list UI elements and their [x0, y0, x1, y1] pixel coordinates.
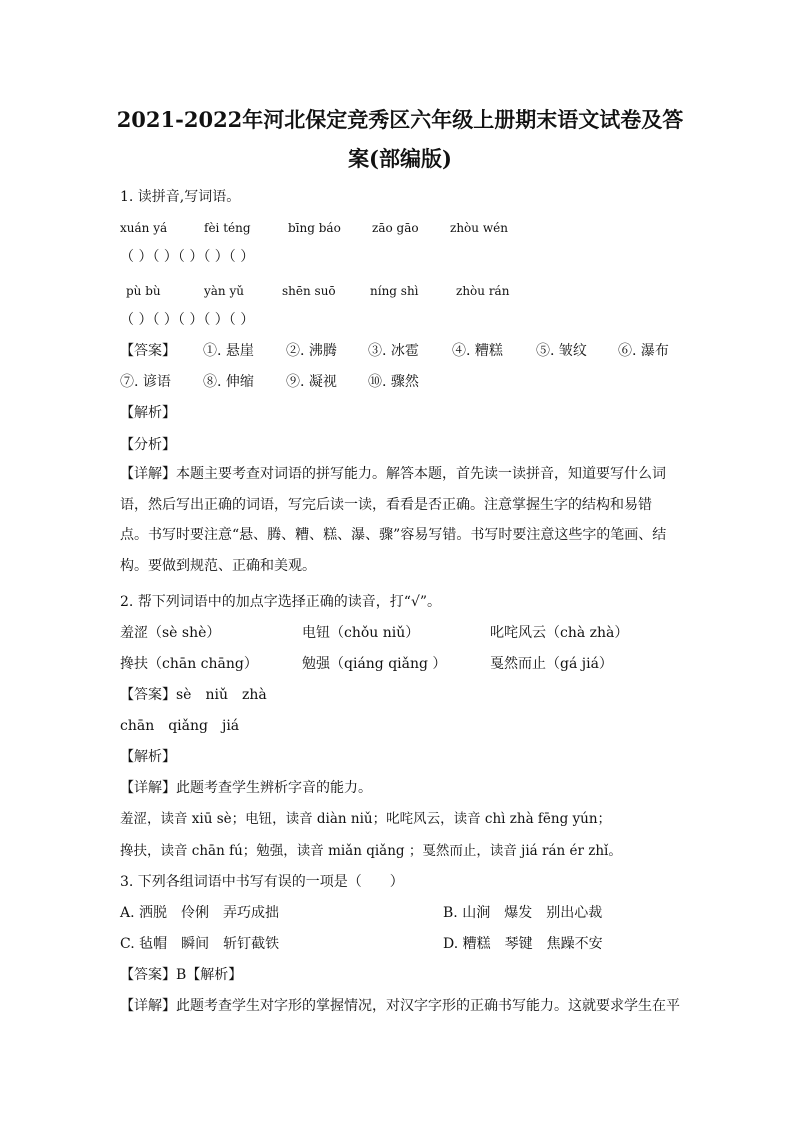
q2-item: 勉强（qiáng qiǎng ）	[302, 656, 447, 672]
q2-answer-line1: 【答案】sè niǔ zhà	[120, 687, 267, 703]
q2-jiexi-heading: 【解析】	[120, 749, 176, 765]
answer-item: ③. 冰雹	[368, 343, 419, 359]
pinyin-item: xuán yá	[120, 221, 168, 235]
answer-item: ⑦. 谚语	[120, 374, 171, 390]
q3-detail: 【详解】此题考查学生对字形的掌握情况，对汉字字形的正确书写能力。这就要求学生在平	[120, 998, 680, 1014]
q2-explain-line1: 羞涩，读音 xiū sè；电钮，读音 diàn niǔ；叱咤风云，读音 chì zhà fēng yún；	[120, 811, 612, 827]
q2-item: 戛然而止（gá jiá）	[490, 656, 613, 672]
q1-jiexi-heading: 【解析】	[120, 405, 176, 421]
q3-option-d: D. 糟糕 琴键 焦躁不安	[443, 936, 603, 952]
q3-option-c: C. 毡帽 瞬间 斩钉截铁	[120, 936, 280, 952]
q3-option-b: B. 山涧 爆发 别出心裁	[443, 905, 603, 921]
answer-item: ⑩. 骤然	[368, 374, 419, 390]
pinyin-item: zhòu rán	[456, 284, 510, 298]
q2-item: 叱咤风云（chà zhà）	[490, 625, 629, 641]
pinyin-item: bīng báo	[288, 221, 341, 235]
q1-detail-paragraph: 【详解】本题主要考查对词语的拼写能力。解答本题，首先读一读拼音，知道要写什么词语，然后写出正确的词语，写完后读一读，看看是否正确。注意掌握生字的结构和易错点。书写时要注意“悬、腾、糟、糕、瀑、骤”容易写错。书写时要注意这些字的笔画、结构。要做到规范、正确和美观。	[120, 466, 667, 574]
pinyin-item: shēn suō	[282, 284, 336, 298]
answer-item: ⑨. 凝视	[286, 374, 337, 390]
q2-item: 羞涩（sè shè）	[120, 625, 221, 641]
pinyin-item: fèi téng	[204, 221, 251, 235]
answer-item: ⑤. 皱纹	[536, 343, 587, 359]
q2-stem: 2. 帮下列词语中的加点字选择正确的读音，打“√”。	[120, 594, 442, 610]
q1-stem: 1. 读拼音,写词语。	[120, 189, 241, 205]
q3-option-a: A. 洒脱 伶俐 弄巧成拙	[120, 905, 280, 921]
q1-fenxi-heading: 【分析】	[120, 437, 176, 453]
q1-blank-row2: （ ）（ ）（ ）（ ）（ ）	[120, 312, 255, 328]
pinyin-item: zāo gāo	[372, 221, 419, 235]
pinyin-item: níng shì	[370, 284, 419, 298]
answer-item: ①. 悬崖	[203, 343, 254, 359]
q2-item: 搀扶（chān chāng）	[120, 656, 258, 672]
q3-answer: 【答案】B【解析】	[120, 967, 243, 983]
answer-item: ②. 沸腾	[286, 343, 337, 359]
answer-label: 【答案】	[120, 343, 176, 359]
pinyin-item: pù bù	[126, 284, 161, 298]
answer-item: ⑧. 伸缩	[203, 374, 254, 390]
q2-detail: 【详解】此题考查学生辨析字音的能力。	[120, 780, 372, 796]
page-title-line2: 案(部编版)	[348, 146, 452, 171]
answer-item: ④. 糟糕	[452, 343, 503, 359]
q2-answer-line2: chān qiǎng jiá	[120, 718, 240, 734]
pinyin-item: zhòu wén	[450, 221, 508, 235]
q2-explain-line2: 搀扶，读音 chān fú；勉强，读音 miǎn qiǎng ；戛然而止，读音 jiá rán ér zhǐ。	[120, 843, 622, 859]
q3-stem: 3. 下列各组词语中书写有误的一项是（ ）	[120, 874, 404, 890]
answer-item: ⑥. 瀑布	[618, 343, 669, 359]
q1-blank-row1: （ ）（ ）（ ）（ ）（ ）	[120, 249, 255, 265]
q2-item: 电钮（chǒu niǔ）	[302, 625, 420, 641]
page-title-line1: 2021-2022年河北保定竞秀区六年级上册期末语文试卷及答	[116, 107, 684, 132]
pinyin-item: yàn yǔ	[204, 284, 244, 298]
